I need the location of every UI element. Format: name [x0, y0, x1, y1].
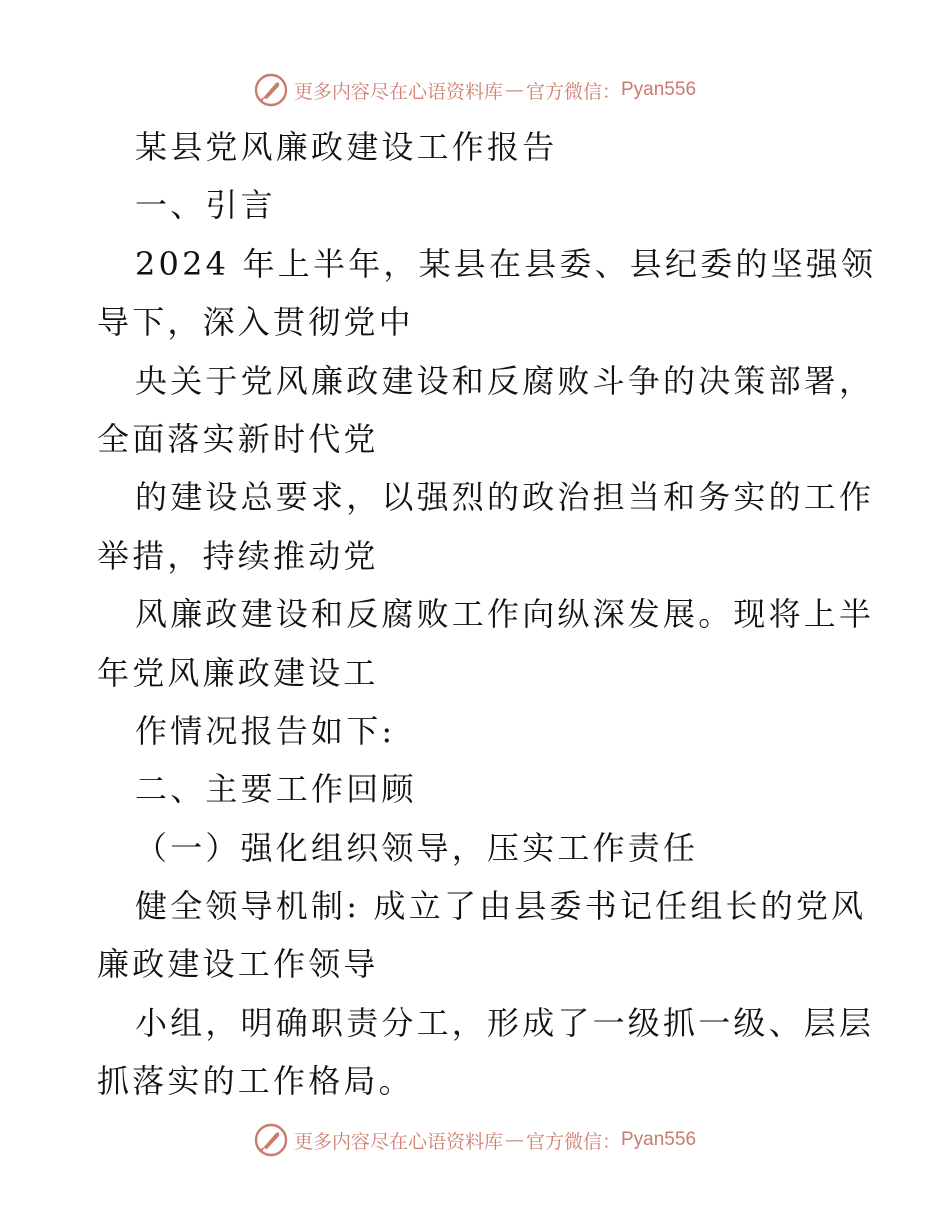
banner-wechat-label: 官方微信： [525, 1130, 621, 1153]
body-line: 年党风廉政建设工 [97, 653, 379, 692]
document-title: 某县党风廉政建设工作报告 [135, 128, 558, 166]
banner-wechat-id: Pyan556 [621, 79, 697, 100]
body-line: 全面落实新时代党 [97, 419, 379, 458]
banner-wechat-label: 官方微信： [525, 80, 621, 103]
header-watermark-banner [0, 70, 950, 110]
body-line: 健全领导机制: 成立了由县委书记任组长的党风 [135, 887, 867, 926]
body-line: 小组，明确职责分工，形成了一级抓一级、层层 [135, 1003, 875, 1042]
section-heading: 二、主要工作回顾 [135, 770, 417, 809]
body-line: 的建设总要求，以强烈的政治担当和务实的工作 [135, 478, 875, 517]
body-line: 廉政建设工作领导 [97, 945, 379, 984]
banner-site-text: 更多内容尽在心语资料库 [293, 80, 503, 103]
section-heading: 一、引言 [135, 186, 276, 225]
quill-pen-logo-icon [254, 1123, 288, 1157]
quill-pen-logo-icon [254, 73, 288, 107]
banner-separator: — [504, 1129, 524, 1151]
body-line: 抓落实的工作格局。 [97, 1062, 414, 1101]
banner-separator: — [504, 79, 524, 101]
body-line: 作情况报告如下: [135, 711, 396, 750]
body-line: 举措，持续推动党 [97, 536, 379, 575]
body-line: 2024 年上半年，某县在县委、县纪委的坚强领 [135, 244, 877, 283]
body-line: 导下，深入贯彻党中 [97, 303, 414, 342]
banner-site-text: 更多内容尽在心语资料库 [293, 1130, 503, 1153]
banner-wechat-id: Pyan556 [621, 1129, 697, 1150]
footer-watermark-banner [0, 1120, 950, 1160]
subsection-heading: （一）强化组织领导，压实工作责任 [135, 828, 699, 867]
body-line: 风廉政建设和反腐败工作向纵深发展。现将上半 [135, 595, 875, 634]
body-line: 央关于党风廉政建设和反腐败斗争的决策部署， [135, 361, 875, 400]
document-body [97, 118, 877, 1111]
